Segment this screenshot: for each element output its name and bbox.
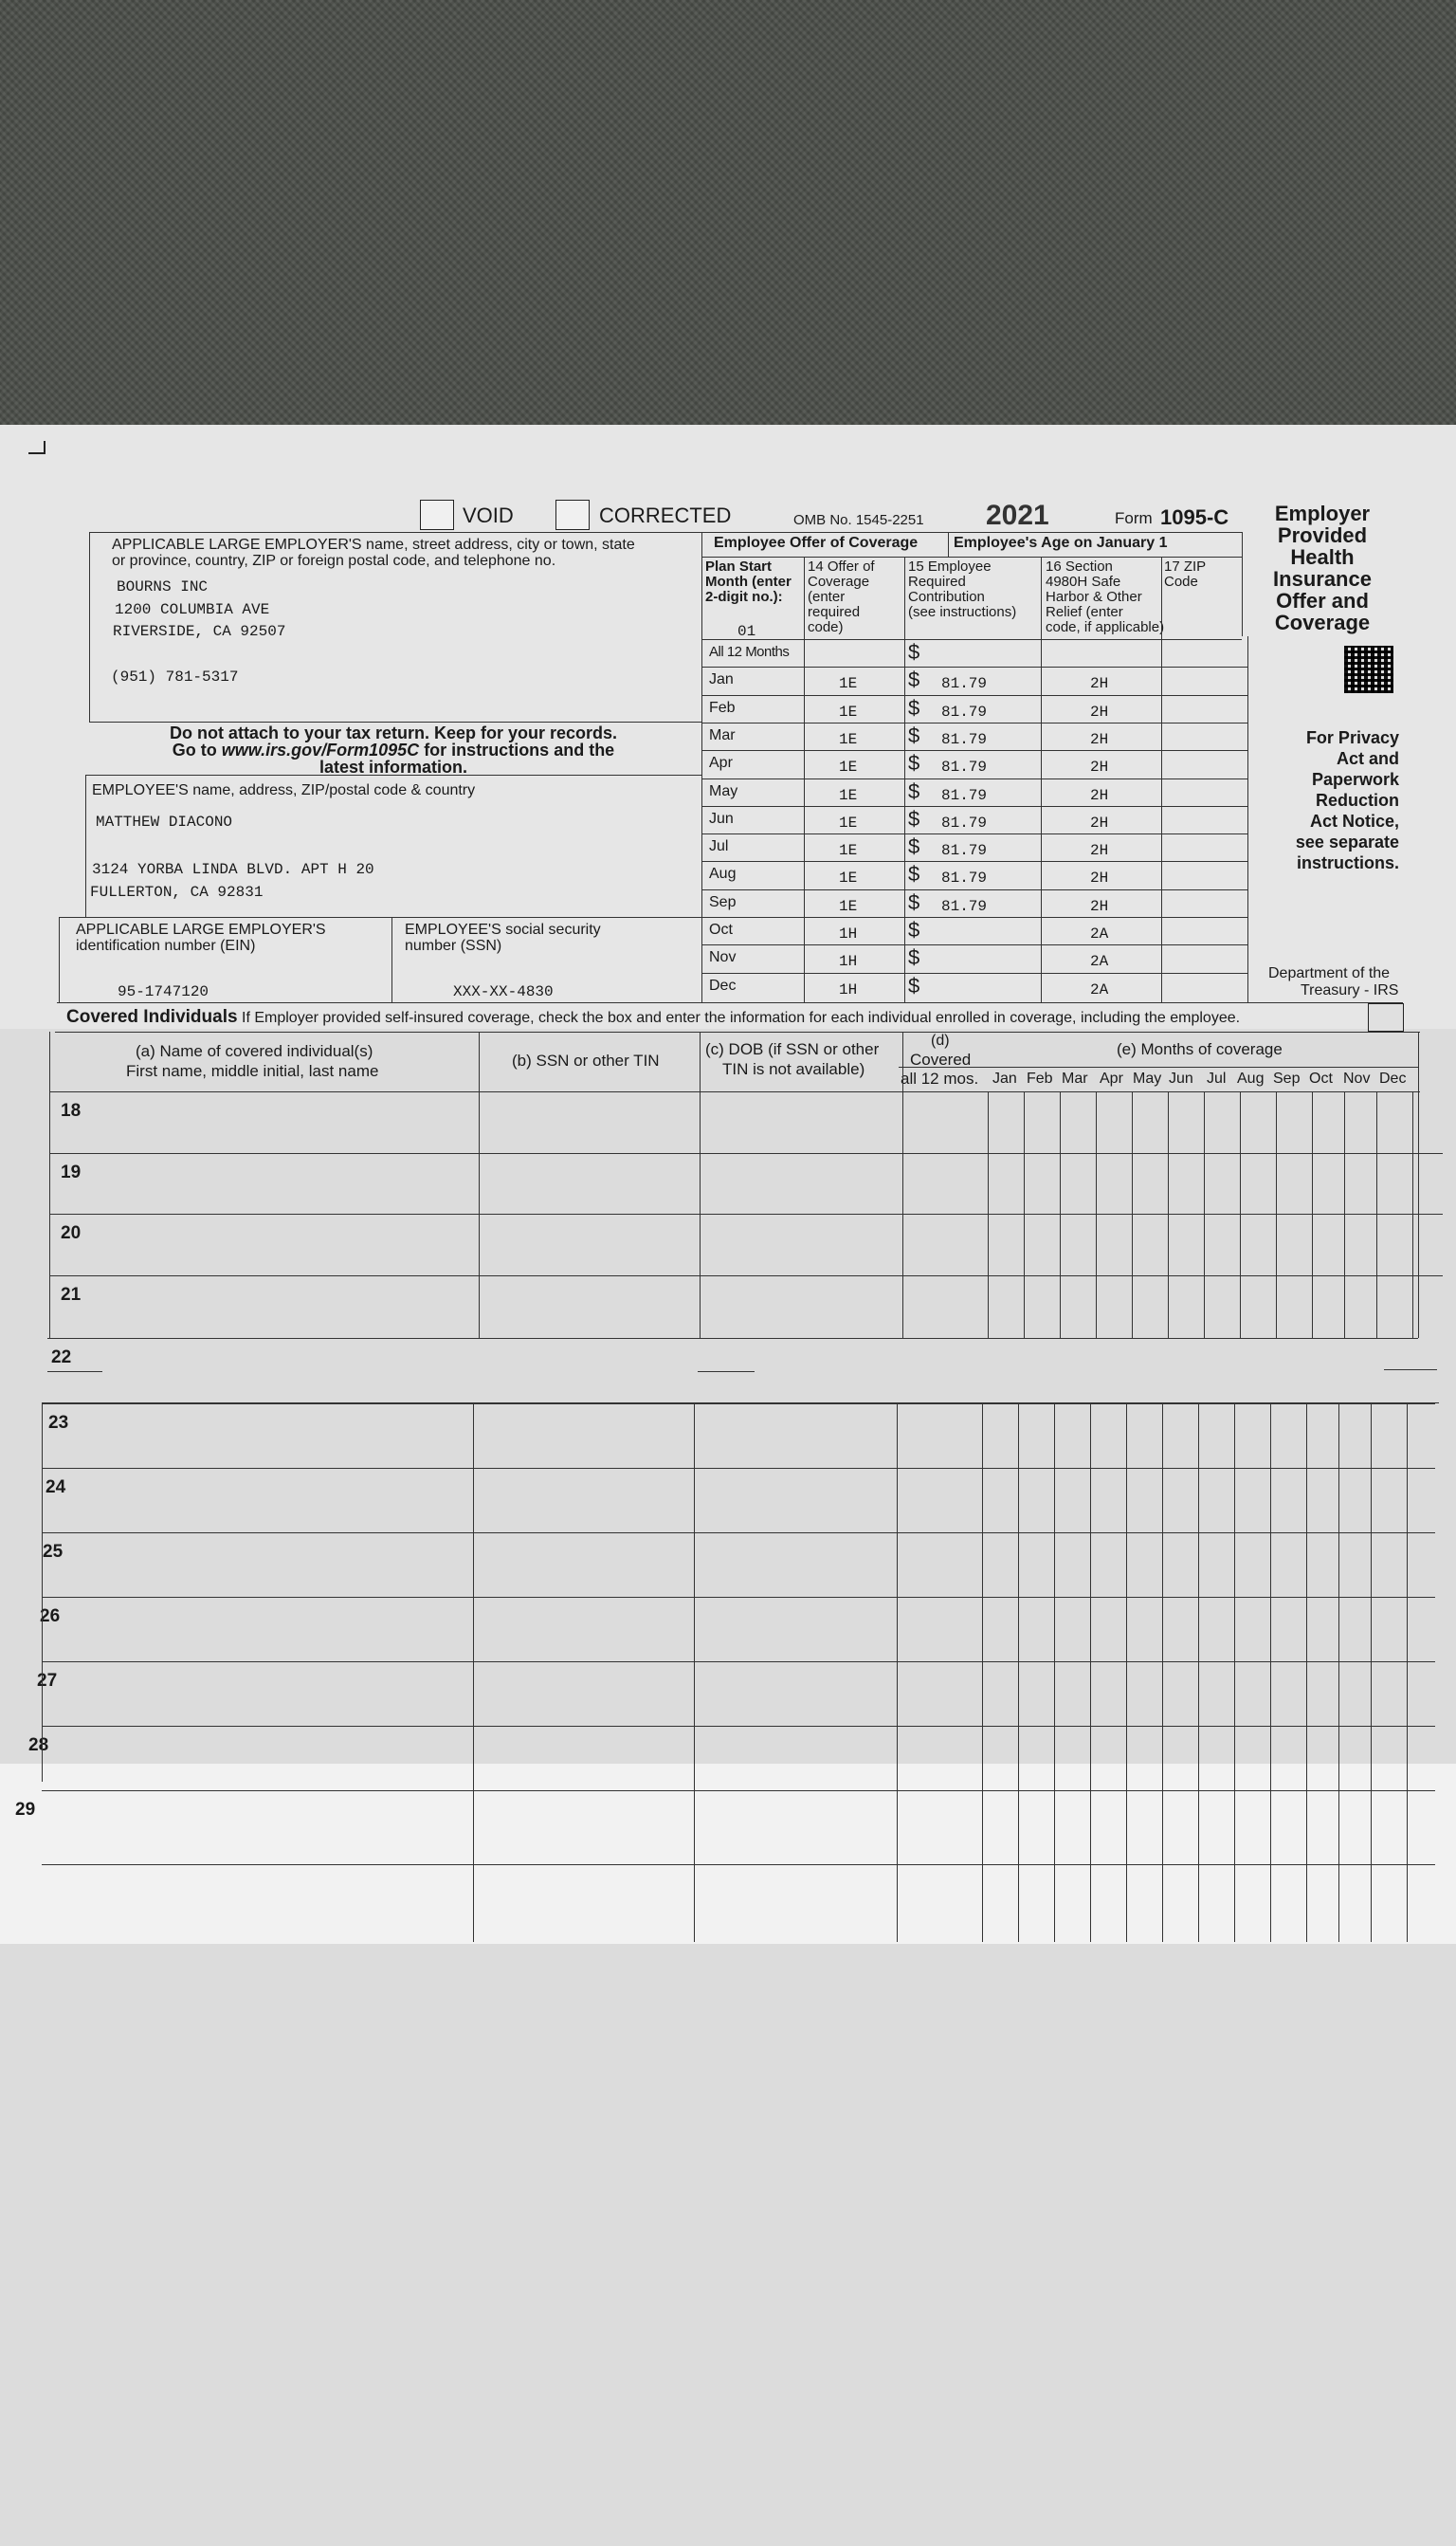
dollar-sign: $ bbox=[908, 778, 920, 803]
corrected-checkbox[interactable] bbox=[555, 500, 590, 530]
corner-mark bbox=[28, 441, 46, 454]
covered-col-line bbox=[988, 1091, 989, 1338]
covered-col-line bbox=[1096, 1091, 1097, 1338]
offer-row-line bbox=[701, 917, 1247, 918]
privacy-line: For Privacy bbox=[1305, 728, 1399, 747]
offer-row-line bbox=[701, 695, 1247, 696]
dollar-sign: $ bbox=[908, 806, 920, 831]
employer-name: BOURNS INC bbox=[117, 578, 209, 595]
employee-label: EMPLOYEE'S name, address, ZIP/postal code & country bbox=[92, 782, 476, 798]
privacy-line: instructions. bbox=[1296, 853, 1399, 872]
offer-row-line bbox=[701, 833, 1247, 834]
covered-col-line bbox=[1312, 1091, 1313, 1338]
safe-harbor-code: 2H bbox=[1090, 730, 1109, 748]
offer-code-14: 1E bbox=[839, 730, 858, 748]
col-d-label-2: Covered bbox=[910, 1051, 972, 1069]
form-title-line: Employer bbox=[1274, 502, 1371, 525]
month-header-dec: Dec bbox=[1379, 1071, 1407, 1087]
employee-contribution: 81.79 bbox=[941, 842, 988, 860]
col-d-label-1: (d) bbox=[931, 1033, 950, 1049]
form-title-line: Provided bbox=[1277, 523, 1368, 547]
col15-line: (see instructions) bbox=[908, 604, 1017, 620]
privacy-notice bbox=[1261, 727, 1399, 873]
lower-col-line bbox=[1018, 1402, 1019, 1942]
offer-month-label: May bbox=[709, 782, 738, 799]
lower-col-line bbox=[1054, 1402, 1055, 1942]
lower-col-line bbox=[1198, 1402, 1199, 1942]
col17-line: 17 ZIP bbox=[1164, 559, 1207, 575]
offer-code-14: 1H bbox=[839, 980, 858, 998]
plan-start-label bbox=[705, 559, 792, 605]
lower-col-line bbox=[897, 1402, 898, 1942]
month-header-jan: Jan bbox=[992, 1071, 1017, 1087]
col15-line: 15 Employee bbox=[908, 559, 992, 575]
covered-col-line bbox=[1240, 1091, 1241, 1338]
col15-line: Contribution bbox=[908, 589, 985, 605]
month-header-jun: Jun bbox=[1169, 1071, 1193, 1087]
row-number-24: 24 bbox=[46, 1477, 66, 1497]
col16-line: 4980H Safe bbox=[1046, 574, 1121, 590]
form-title-line: Coverage bbox=[1274, 611, 1371, 634]
void-checkbox[interactable] bbox=[420, 500, 454, 530]
offer-month-label: Feb bbox=[709, 699, 736, 716]
month-header-aug: Aug bbox=[1237, 1071, 1265, 1087]
safe-harbor-code: 2H bbox=[1090, 786, 1109, 804]
lower-left-border bbox=[42, 1402, 43, 1782]
form-number: 1095-C bbox=[1160, 505, 1229, 529]
lower-col-line bbox=[1270, 1402, 1271, 1942]
covered-row-line bbox=[42, 1864, 1435, 1865]
safe-harbor-code: 2H bbox=[1090, 842, 1109, 860]
col14-line: (enter bbox=[808, 589, 846, 605]
dollar-sign: $ bbox=[908, 640, 920, 664]
offer-month-label: Jun bbox=[709, 810, 734, 827]
row-number-27: 27 bbox=[37, 1671, 58, 1691]
dollar-sign: $ bbox=[908, 695, 920, 720]
covered-row-line bbox=[42, 1532, 1435, 1533]
col16-line: Relief (enter bbox=[1046, 604, 1123, 620]
offer-month-label: Nov bbox=[709, 949, 737, 966]
month-header-apr: Apr bbox=[1100, 1071, 1123, 1087]
dollar-sign: $ bbox=[908, 973, 920, 998]
offer-month-label: Jul bbox=[709, 838, 729, 855]
notice-line-3: latest information. bbox=[318, 758, 467, 777]
offer-row-line bbox=[701, 889, 1247, 890]
self-insured-checkbox[interactable] bbox=[1368, 1003, 1404, 1032]
dollar-sign: $ bbox=[908, 723, 920, 747]
privacy-line: Reduction bbox=[1316, 791, 1399, 810]
offer-code-14: 1H bbox=[839, 953, 858, 971]
covered-col-line bbox=[1132, 1091, 1133, 1338]
tax-year: 2021 bbox=[986, 500, 1049, 531]
row-number-19: 19 bbox=[61, 1163, 82, 1182]
covered-left-border bbox=[49, 1032, 50, 1338]
void-label: VOID bbox=[463, 504, 514, 527]
month-header-oct: Oct bbox=[1309, 1071, 1333, 1087]
lower-col-line bbox=[1306, 1402, 1307, 1942]
lower-col-line bbox=[1338, 1402, 1339, 1942]
row-number-29: 29 bbox=[15, 1800, 36, 1820]
safe-harbor-code: 2H bbox=[1090, 759, 1109, 777]
dollar-sign: $ bbox=[908, 889, 920, 914]
employee-address: 3124 YORBA LINDA BLVD. APT H 20 bbox=[92, 861, 374, 878]
plan-start-line: 2-digit no.): bbox=[705, 589, 783, 605]
covered-col-line bbox=[1060, 1091, 1061, 1338]
month-header-sep: Sep bbox=[1273, 1071, 1301, 1087]
dollar-sign: $ bbox=[908, 834, 920, 859]
offer-row-line bbox=[701, 750, 1247, 751]
offer-row-line bbox=[701, 944, 1247, 945]
employer-city: RIVERSIDE, CA 92507 bbox=[113, 623, 286, 640]
lower-col-line bbox=[982, 1402, 983, 1942]
section-bottom-line bbox=[47, 1338, 1418, 1339]
employee-contribution: 81.79 bbox=[941, 786, 988, 804]
employee-contribution: 81.79 bbox=[941, 897, 988, 915]
col15-label bbox=[908, 559, 1016, 620]
lower-col-line bbox=[473, 1402, 474, 1942]
covered-col-line bbox=[1376, 1091, 1377, 1338]
offer-row-line bbox=[701, 778, 1247, 779]
ein-label-2: identification number (EIN) bbox=[76, 938, 256, 954]
employer-address: 1200 COLUMBIA AVE bbox=[115, 601, 270, 618]
covered-col-line bbox=[1276, 1091, 1277, 1338]
covered-col-line bbox=[1344, 1091, 1345, 1338]
plan-start-value: 01 bbox=[737, 623, 756, 640]
corrected-label: CORRECTED bbox=[599, 504, 732, 527]
lower-col-line bbox=[1090, 1402, 1091, 1942]
form-prefix: Form bbox=[1115, 509, 1153, 527]
offer-code-14: 1E bbox=[839, 814, 858, 832]
month-header-line bbox=[899, 1067, 1418, 1068]
row-number-28: 28 bbox=[28, 1735, 49, 1755]
offer-month-label: Mar bbox=[709, 726, 736, 743]
col-e-label: (e) Months of coverage bbox=[1117, 1040, 1283, 1058]
dollar-sign: $ bbox=[908, 945, 920, 970]
privacy-line: see separate bbox=[1295, 833, 1399, 852]
plan-start-line: Month (enter bbox=[705, 574, 792, 590]
offer-code-14: 1E bbox=[839, 759, 858, 777]
offer-month-label: Dec bbox=[709, 977, 737, 994]
row-number-26: 26 bbox=[40, 1606, 61, 1626]
qr-code bbox=[1344, 646, 1393, 693]
offer-month-label: Oct bbox=[709, 922, 733, 938]
offer-month-label: Sep bbox=[709, 893, 737, 910]
covered-row-line bbox=[42, 1468, 1435, 1469]
form-title-line: Offer and bbox=[1276, 589, 1369, 613]
lower-section-top-line bbox=[42, 1402, 1439, 1403]
month-header-may: May bbox=[1133, 1071, 1162, 1087]
col16-line: 16 Section bbox=[1046, 559, 1113, 575]
covered-right-border bbox=[1418, 1032, 1419, 1338]
col14-label bbox=[808, 559, 875, 635]
col15-line: Required bbox=[908, 574, 966, 590]
col16-label bbox=[1046, 559, 1164, 635]
offer-code-14: 1H bbox=[839, 925, 858, 943]
ein-value: 95-1747120 bbox=[118, 983, 209, 1000]
irs-link[interactable]: www.irs.gov/Form1095C bbox=[221, 741, 420, 760]
notice-block bbox=[104, 724, 682, 776]
col-a-label-2: First name, middle initial, last name bbox=[126, 1062, 379, 1080]
covered-row-line bbox=[49, 1153, 1443, 1154]
employer-label-1: APPLICABLE LARGE EMPLOYER'S name, street address, city or town, state bbox=[112, 537, 635, 553]
safe-harbor-code: 2H bbox=[1090, 703, 1109, 721]
safe-harbor-code: 2H bbox=[1090, 897, 1109, 915]
covered-header-line bbox=[49, 1091, 1420, 1092]
privacy-line: Act and bbox=[1336, 749, 1399, 768]
lower-col-line bbox=[1234, 1402, 1235, 1942]
covered-col-line bbox=[479, 1032, 480, 1338]
offer-month-label: Apr bbox=[709, 755, 733, 772]
dollar-sign: $ bbox=[908, 668, 920, 692]
covered-header: Covered Individuals If Employer provided self-insured coverage, check the box and enter the information for each individual enrolled in coverage, including the employee. bbox=[66, 1007, 1241, 1027]
covered-row-line bbox=[49, 1214, 1443, 1215]
lower-col-line bbox=[1407, 1402, 1408, 1942]
month-header-feb: Feb bbox=[1027, 1071, 1053, 1087]
dollar-sign: $ bbox=[908, 918, 920, 942]
covered-row-line bbox=[42, 1403, 1435, 1404]
covered-row-line bbox=[42, 1597, 1435, 1598]
offer-row-line bbox=[701, 973, 1247, 974]
offer-row-line bbox=[701, 861, 1247, 862]
covered-col-line bbox=[902, 1032, 903, 1338]
col-d-label-3: all 12 mos. bbox=[901, 1070, 979, 1088]
col-c-label-1: (c) DOB (if SSN or other bbox=[705, 1040, 880, 1058]
offer-code-14: 1E bbox=[839, 675, 858, 693]
privacy-line: Paperwork bbox=[1311, 770, 1399, 789]
covered-row-line bbox=[49, 1275, 1443, 1276]
privacy-line: Act Notice, bbox=[1309, 812, 1399, 831]
employee-contribution: 81.79 bbox=[941, 759, 988, 777]
row-number-21: 21 bbox=[61, 1285, 82, 1305]
dept-line-2: Treasury - IRS bbox=[1301, 982, 1399, 998]
ein-label-1: APPLICABLE LARGE EMPLOYER'S bbox=[76, 922, 326, 938]
safe-harbor-code: 2A bbox=[1090, 953, 1109, 971]
covered-col-line bbox=[1412, 1091, 1413, 1338]
covered-row-line bbox=[42, 1726, 1435, 1727]
notice-line-2: Go to www.irs.gov/Form1095C for instructions and the bbox=[172, 741, 615, 760]
dollar-sign: $ bbox=[908, 862, 920, 887]
row-number-20: 20 bbox=[61, 1223, 82, 1243]
col14-line: Coverage bbox=[808, 574, 870, 590]
employer-phone: (951) 781-5317 bbox=[111, 669, 239, 686]
covered-row-line bbox=[42, 1790, 1435, 1791]
row-number-23: 23 bbox=[48, 1413, 69, 1433]
col16-line: code, if applicable) bbox=[1046, 619, 1165, 635]
covered-col-line bbox=[700, 1032, 701, 1338]
form-title-line: Insurance bbox=[1273, 567, 1372, 591]
safe-harbor-code: 2A bbox=[1090, 980, 1109, 998]
col17-line: Code bbox=[1164, 574, 1198, 590]
age-title: Employee's Age on January 1 bbox=[954, 535, 1168, 551]
col14-line: required bbox=[808, 604, 861, 620]
dept-line-1: Department of the bbox=[1268, 965, 1391, 981]
offer-code-14: 1E bbox=[839, 786, 858, 804]
employee-contribution: 81.79 bbox=[941, 675, 988, 693]
employee-contribution: 81.79 bbox=[941, 703, 988, 721]
row-number-18: 18 bbox=[61, 1101, 82, 1121]
employer-label-2: or province, country, ZIP or foreign postal code, and telephone no. bbox=[112, 553, 556, 569]
offer-code-14: 1E bbox=[839, 703, 858, 721]
lower-col-line bbox=[1126, 1402, 1127, 1942]
offer-code-14: 1E bbox=[839, 897, 858, 915]
employee-name: MATTHEW DIACONO bbox=[96, 814, 233, 831]
omb-number: OMB No. 1545-2251 bbox=[793, 512, 924, 528]
col-b-label: (b) SSN or other TIN bbox=[512, 1052, 660, 1070]
lower-col-line bbox=[1162, 1402, 1163, 1942]
plan-start-line: Plan Start bbox=[705, 559, 773, 575]
safe-harbor-code: 2H bbox=[1090, 870, 1109, 888]
col14-line: 14 Offer of bbox=[808, 559, 875, 575]
offer-row-line bbox=[701, 806, 1247, 807]
offer-row-line bbox=[701, 639, 1242, 640]
offer-code-14: 1E bbox=[839, 870, 858, 888]
safe-harbor-code: 2A bbox=[1090, 925, 1109, 943]
covered-col-line bbox=[1168, 1091, 1169, 1338]
month-header-jul: Jul bbox=[1207, 1071, 1227, 1087]
row-number-22: 22 bbox=[51, 1347, 72, 1367]
month-header-nov: Nov bbox=[1343, 1071, 1371, 1087]
ssn-value: XXX-XX-4830 bbox=[453, 983, 554, 1000]
employee-contribution: 81.79 bbox=[941, 730, 988, 748]
covered-col-line bbox=[1204, 1091, 1205, 1338]
covered-col-line bbox=[1024, 1091, 1025, 1338]
lower-col-line bbox=[1371, 1402, 1372, 1942]
notice-line-1: Do not attach to your tax return. Keep for your records. bbox=[169, 724, 618, 742]
employee-city: FULLERTON, CA 92831 bbox=[90, 884, 264, 901]
dollar-sign: $ bbox=[908, 751, 920, 776]
offer-month-label: Aug bbox=[709, 866, 737, 883]
col-a-label-1: (a) Name of covered individual(s) bbox=[136, 1042, 373, 1060]
month-header-mar: Mar bbox=[1062, 1071, 1088, 1087]
offer-month-label: All 12 Months bbox=[709, 644, 790, 660]
offer-month-label: Jan bbox=[709, 671, 734, 688]
employee-contribution: 81.79 bbox=[941, 870, 988, 888]
ssn-label-2: number (SSN) bbox=[405, 938, 502, 954]
form-title bbox=[1261, 503, 1384, 633]
offer-row-line bbox=[701, 723, 1247, 724]
covered-row-line bbox=[42, 1661, 1435, 1662]
col-c-label-2: TIN is not available) bbox=[722, 1060, 865, 1078]
offer-section-title: Employee Offer of Coverage bbox=[714, 535, 919, 551]
safe-harbor-code: 2H bbox=[1090, 675, 1109, 693]
row-number-25: 25 bbox=[43, 1542, 64, 1562]
form-title-line: Health bbox=[1290, 545, 1355, 569]
ssn-label-1: EMPLOYEE'S social security bbox=[405, 922, 601, 938]
col16-line: Harbor & Other bbox=[1046, 589, 1142, 605]
lower-col-line bbox=[694, 1402, 695, 1942]
employee-contribution: 81.79 bbox=[941, 814, 988, 832]
offer-code-14: 1E bbox=[839, 842, 858, 860]
safe-harbor-code: 2H bbox=[1090, 814, 1109, 832]
col14-line: code) bbox=[808, 619, 844, 635]
offer-row-line bbox=[701, 667, 1247, 668]
col17-label bbox=[1164, 559, 1206, 590]
